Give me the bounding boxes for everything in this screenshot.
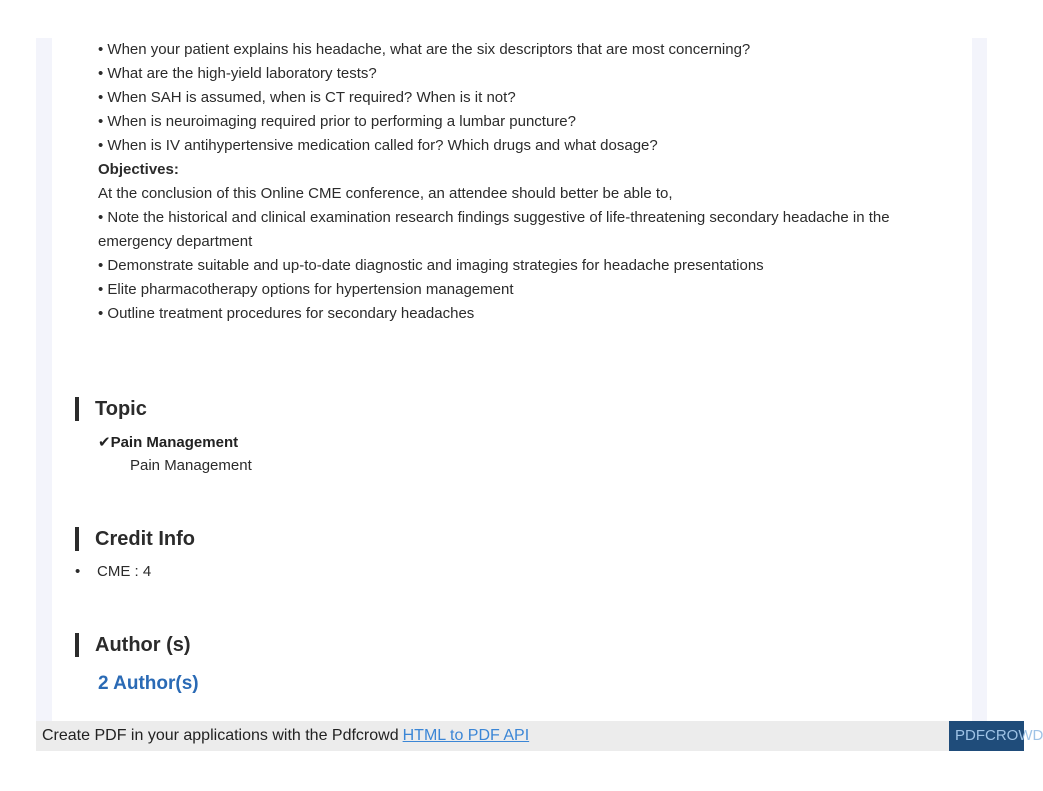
objective-2: • Demonstrate suitable and up-to-date diagnostic and imaging strategies for headache presentations	[98, 257, 764, 274]
credit-item	[75, 563, 151, 580]
question-3: • When SAH is assumed, when is CT required? When is it not?	[98, 89, 516, 106]
pdfcrowd-badge[interactable]: PDFCROWD	[949, 721, 1024, 751]
pdf-footer	[36, 721, 987, 751]
credit-title: Credit Info	[95, 527, 195, 550]
topic-item: ✔Pain Management	[98, 434, 239, 451]
section-accent-bar	[75, 397, 79, 421]
credit-section-header	[75, 527, 195, 551]
question-5: • When is IV antihypertensive medication called for? Which drugs and what dosage?	[98, 137, 658, 154]
footer-text: Create PDF in your applications with the Pdfcrowd	[42, 727, 399, 744]
objectives-heading: Objectives:	[98, 161, 179, 178]
section-accent-bar	[75, 527, 79, 551]
topic-title: Topic	[95, 397, 147, 420]
authors-section-header	[75, 633, 191, 657]
topic-subitem: Pain Management	[130, 457, 252, 474]
objective-1: • Note the historical and clinical examination research findings suggestive of life-threatening secondary headache in the	[98, 209, 890, 226]
credit-value: CME : 4	[97, 563, 152, 580]
authors-link[interactable]: 2 Author(s)	[98, 673, 199, 694]
objective-4: • Outline treatment procedures for secondary headaches	[98, 305, 475, 322]
footer-link[interactable]: HTML to PDF API	[402, 727, 530, 744]
question-1: • When your patient explains his headache, what are the six descriptors that are most concerning?	[98, 41, 751, 58]
question-2: • What are the high-yield laboratory tests?	[98, 65, 377, 82]
credit-bullet: •	[75, 563, 81, 580]
objective-1-cont: emergency department	[98, 233, 253, 250]
objective-3: • Elite pharmacotherapy options for hypertension management	[98, 281, 514, 298]
objectives-intro: At the conclusion of this Online CME conference, an attendee should better be able to,	[98, 185, 673, 202]
course-description	[98, 38, 918, 326]
topic-section-header	[75, 397, 147, 421]
question-4: • When is neuroimaging required prior to performing a lumbar puncture?	[98, 113, 576, 130]
authors-title: Author (s)	[95, 633, 191, 656]
section-accent-bar	[75, 633, 79, 657]
